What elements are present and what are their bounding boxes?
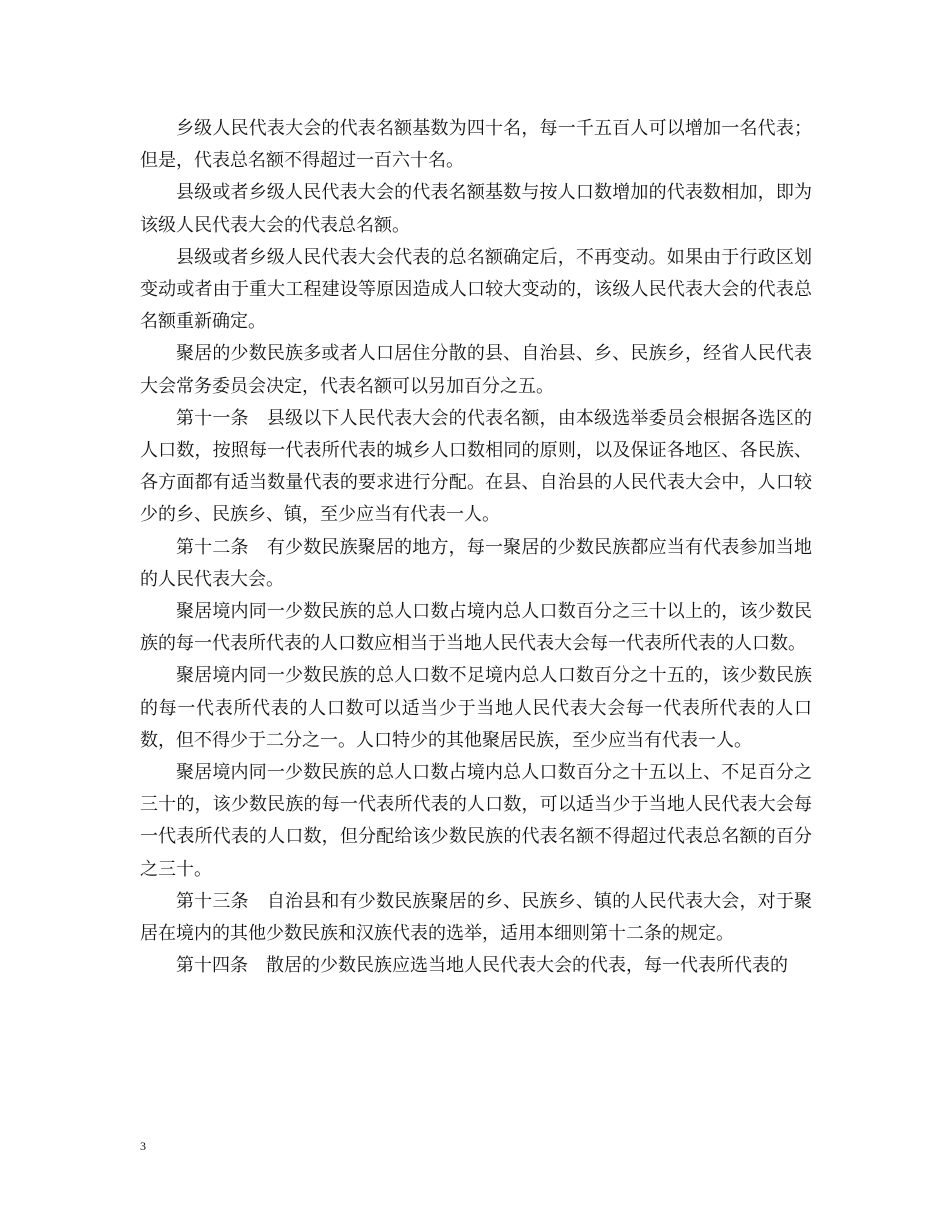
paragraph-quota-fixed: 县级或者乡级人民代表大会代表的总名额确定后，不再变动。如果由于行政区划变动或者由于重大工程建设等原因造成人口较大变动的，该级人民代表大会的代表总名额重新确定。 — [140, 246, 812, 333]
page-number: 3 — [140, 1139, 146, 1153]
paragraph-quota-base-township: 乡级人民代表大会的代表名额基数为四十名，每一千五百人可以增加一名代表；但是，代表总名额不得超过一百六十名。 — [140, 118, 812, 172]
paragraph-minority-under-15: 聚居境内同一少数民族的总人口数不足境内总人口数百分之十五的，该少数民族的每一代表所代表的人口数可以适当少于当地人民代表大会每一代表所代表的人口数，但不得少于二分之一。人口特少的其他聚居民族，至少应当有代表一人。 — [140, 665, 812, 751]
paragraph-total-quota: 县级或者乡级人民代表大会的代表名额基数与按人口数增加的代表数相加，即为该级人民代表大会的代表总名额。 — [140, 182, 812, 236]
paragraph-article-12: 第十二条 有少数民族聚居的地方，每一聚居的少数民族都应当有代表参加当地的人民代表大会。 — [140, 536, 812, 590]
paragraph-article-14: 第十四条 散居的少数民族应选当地人民代表大会的代表，每一代表所代表的 — [176, 955, 788, 977]
paragraph-additional-quota: 聚居的少数民族多或者人口居住分散的县、自治县、乡、民族乡，经省人民代表大会常务委员会决定，代表名额可以另加百分之五。 — [140, 343, 812, 397]
paragraph-minority-15-to-30: 聚居境内同一少数民族的总人口数占境内总人口数百分之十五以上、不足百分之三十的，该少数民族的每一代表所代表的人口数，可以适当少于当地人民代表大会每一代表所代表的人口数，但分配给该少数民族的代表名额不得超过代表总名额的百分之三十。 — [140, 762, 812, 880]
paragraph-minority-over-30: 聚居境内同一少数民族的总人口数占境内总人口数百分之三十以上的，该少数民族的每一代表所代表的人口数应相当于当地人民代表大会每一代表所代表的人口数。 — [140, 601, 812, 655]
document-body — [140, 113, 812, 982]
paragraph-article-11: 第十一条 县级以下人民代表大会的代表名额，由本级选举委员会根据各选区的人口数，按照每一代表所代表的城乡人口数相同的原则，以及保证各地区、各民族、各方面都有适当数量代表的要求进行分配。在县、自治县的人民代表大会中，人口较少的乡、民族乡、镇，至少应当有代表一人。 — [140, 407, 812, 526]
paragraph-article-13: 第十三条 自治县和有少数民族聚居的乡、民族乡、镇的人民代表大会，对于聚居在境内的其他少数民族和汉族代表的选举，适用本细则第十二条的规定。 — [140, 890, 812, 945]
